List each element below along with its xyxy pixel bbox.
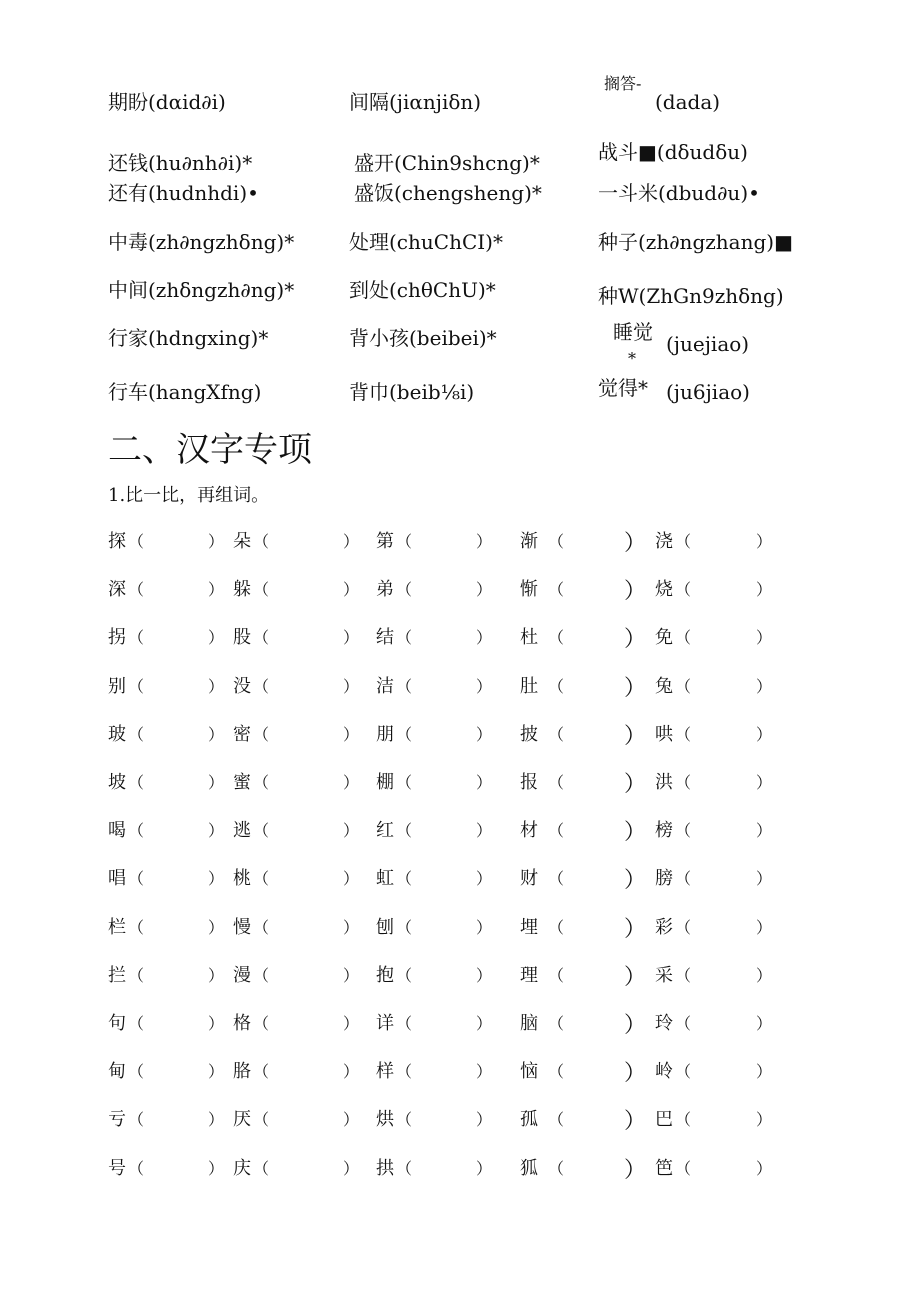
blank-open-paren: （ [675,773,692,792]
blank-close-paren: ） [756,676,773,696]
pinyin-item: 背小孩(beibei)* [349,326,497,350]
pinyin-asterisk: * [628,349,636,368]
blank-close-paren: ） [208,773,225,792]
blank-open-paren: （ [253,869,270,889]
compare-character: 亏 [108,1109,126,1131]
compare-character: 探 [108,531,126,552]
compare-character: 厌 [233,1109,251,1131]
pinyin-item: 背巾(beib⅛i) [349,380,475,404]
section-title: 二、汉字专项 [108,430,312,470]
compare-character: 洁 [376,675,394,697]
blank-open-paren: （ [396,1110,413,1130]
blank-open-paren: （ [675,965,692,985]
compare-character: 朋 [376,723,394,745]
blank-close-paren: ） [624,675,647,701]
compare-character: 逃 [233,820,251,842]
compare-character: 朵 [233,531,251,552]
blank-open-paren: （ [396,965,413,985]
blank-close-paren: ） [343,1062,360,1082]
blank-close-paren: ） [624,1157,647,1183]
blank-close-paren: ） [476,917,493,937]
pinyin-item: (juejiao) [666,332,750,356]
blank-open-paren: （ [548,1062,565,1082]
blank-close-paren: ） [343,1014,360,1033]
blank-close-paren: ） [476,965,493,985]
compare-character: 膀 [655,868,673,890]
blank-close-paren: ） [624,579,647,605]
compare-character: 庆 [233,1157,251,1179]
blank-open-paren: （ [548,1014,565,1033]
blank-open-paren: （ [128,628,145,648]
blank-close-paren: ） [476,724,493,744]
blank-open-paren: （ [675,628,692,648]
pinyin-item: 间隔(jiαnjiδn) [349,90,482,114]
compare-character: 兔 [655,675,673,697]
compare-character: 哄 [655,723,673,745]
blank-open-paren: （ [396,676,413,696]
blank-open-paren: （ [396,821,413,841]
blank-open-paren: （ [128,1014,145,1033]
blank-open-paren: （ [128,1062,145,1082]
blank-close-paren: ） [756,1062,773,1082]
blank-close-paren: ） [476,628,493,648]
compare-character: 刨 [376,916,394,938]
blank-close-paren: ） [208,676,225,696]
pinyin-item: (dada) [655,90,721,114]
blank-close-paren: ） [208,1158,225,1178]
blank-open-paren: （ [548,869,565,889]
blank-close-paren: ） [756,821,773,841]
pinyin-item: 处理(chuChCI)* [349,230,503,254]
compare-character: 躲 [233,579,251,601]
blank-close-paren: ） [208,724,225,744]
blank-open-paren: （ [128,965,145,985]
pinyin-item: (ju6jiao) [666,380,750,404]
blank-open-paren: （ [128,532,145,551]
blank-open-paren: （ [675,1110,692,1130]
blank-open-paren: （ [253,1158,270,1178]
blank-close-paren: ） [756,1110,773,1130]
compare-character: 杜 [520,627,538,649]
compare-character: 拱 [376,1157,394,1179]
blank-open-paren: （ [128,676,145,696]
blank-open-paren: （ [396,628,413,648]
blank-close-paren: ） [756,1158,773,1178]
pinyin-item: 中间(zhδngzh∂ng)* [108,278,295,302]
pinyin-item: 种W(ZhGn9zhδng) [598,284,784,308]
blank-open-paren: （ [675,1062,692,1082]
blank-open-paren: （ [548,917,565,937]
blank-close-paren: ） [624,868,647,894]
blank-open-paren: （ [128,869,145,889]
blank-open-paren: （ [396,580,413,600]
blank-close-paren: ） [476,869,493,889]
blank-close-paren: ） [476,676,493,696]
blank-open-paren: （ [548,1158,565,1178]
pinyin-item: 种子(zh∂ngzhang)■ [598,230,793,254]
pinyin-item: 到处(chθChU)* [349,278,496,302]
compare-character: 孤 [520,1109,538,1131]
compare-character: 财 [520,868,538,890]
pinyin-item: 战斗■(dδudδu) [598,140,748,164]
blank-close-paren: ） [343,917,360,937]
pinyin-item: 盛饭(chengsheng)* [354,181,542,205]
blank-close-paren: ） [343,1110,360,1130]
blank-close-paren: ） [624,964,647,990]
compare-character: 狐 [520,1157,538,1179]
blank-close-paren: ） [624,772,647,797]
pinyin-item: 觉得* [598,376,648,400]
blank-open-paren: （ [548,532,565,551]
blank-open-paren: （ [253,821,270,841]
compare-character: 号 [108,1157,126,1179]
compare-character: 彩 [655,916,673,938]
compare-character: 免 [655,627,673,649]
blank-close-paren: ） [624,1013,647,1038]
blank-open-paren: （ [253,917,270,937]
blank-close-paren: ） [476,821,493,841]
blank-close-paren: ） [208,532,225,551]
blank-close-paren: ） [208,1014,225,1033]
blank-open-paren: （ [548,676,565,696]
compare-character: 栏 [108,916,126,938]
compare-character: 榜 [655,820,673,842]
pinyin-item: 行车(hangXfng) [108,380,262,404]
blank-open-paren: （ [675,532,692,551]
compare-character: 棚 [376,772,394,793]
blank-close-paren: ） [343,869,360,889]
compare-character: 埋 [520,916,538,938]
pinyin-item: 中毒(zh∂ngzhδng)* [108,230,295,254]
pinyin-fragment: 搁答- [604,74,642,93]
blank-close-paren: ） [208,580,225,600]
compare-character: 理 [520,964,538,986]
compare-character: 样 [376,1061,394,1083]
compare-character: 玻 [108,723,126,745]
blank-close-paren: ） [476,580,493,600]
blank-close-paren: ） [343,676,360,696]
blank-close-paren: ） [624,723,647,749]
blank-close-paren: ） [756,965,773,985]
blank-open-paren: （ [396,869,413,889]
blank-close-paren: ） [756,532,773,551]
instruction: 1.比一比，再组词。 [108,485,270,506]
pinyin-item: 盛开(Chin9shcng)* [354,151,540,175]
blank-close-paren: ） [624,820,647,846]
blank-open-paren: （ [675,724,692,744]
blank-open-paren: （ [396,1158,413,1178]
blank-open-paren: （ [396,1062,413,1082]
blank-open-paren: （ [253,724,270,744]
compare-character: 抱 [376,964,394,986]
blank-open-paren: （ [396,532,413,551]
blank-close-paren: ） [476,1158,493,1178]
compare-character: 拦 [108,964,126,986]
blank-open-paren: （ [548,821,565,841]
blank-open-paren: （ [128,917,145,937]
compare-character: 弟 [376,579,394,601]
compare-character: 浇 [655,531,673,552]
compare-character: 甸 [108,1061,126,1083]
pinyin-item: 还有(hudnhdi)• [108,181,259,205]
blank-close-paren: ） [756,580,773,600]
compare-character: 报 [520,772,538,793]
compare-character: 渐 [520,531,538,552]
blank-close-paren: ） [343,965,360,985]
blank-open-paren: （ [675,869,692,889]
blank-open-paren: （ [548,1110,565,1130]
blank-open-paren: （ [675,917,692,937]
blank-close-paren: ） [343,821,360,841]
blank-open-paren: （ [396,917,413,937]
blank-close-paren: ） [208,628,225,648]
compare-character: 坡 [108,772,126,793]
blank-open-paren: （ [548,965,565,985]
blank-close-paren: ） [343,724,360,744]
blank-close-paren: ） [624,1109,647,1135]
compare-character: 巴 [655,1109,673,1131]
blank-open-paren: （ [253,628,270,648]
compare-character: 别 [108,675,126,697]
blank-close-paren: ） [624,627,647,653]
compare-character: 笆 [655,1157,673,1179]
blank-close-paren: ） [343,580,360,600]
compare-character: 没 [233,675,251,697]
blank-close-paren: ） [476,1110,493,1130]
pinyin-item: 行家(hdngxing)* [108,326,269,350]
blank-close-paren: ） [208,1062,225,1082]
blank-open-paren: （ [128,580,145,600]
compare-character: 密 [233,723,251,745]
blank-open-paren: （ [675,580,692,600]
blank-close-paren: ） [476,773,493,792]
blank-open-paren: （ [675,676,692,696]
blank-close-paren: ） [476,1062,493,1082]
blank-open-paren: （ [675,1014,692,1033]
blank-close-paren: ） [343,628,360,648]
blank-close-paren: ） [624,1061,647,1087]
blank-close-paren: ） [208,821,225,841]
compare-character: 蜜 [233,772,251,793]
compare-character: 结 [376,627,394,649]
blank-close-paren: ） [756,628,773,648]
compare-character: 慢 [233,916,251,938]
blank-open-paren: （ [396,773,413,792]
blank-close-paren: ） [756,1014,773,1033]
compare-character: 恼 [520,1061,538,1083]
blank-close-paren: ） [756,869,773,889]
compare-character: 格 [233,1013,251,1034]
blank-close-paren: ） [343,773,360,792]
pinyin-item: 睡觉 [613,320,653,344]
blank-open-paren: （ [128,773,145,792]
blank-open-paren: （ [253,1110,270,1130]
compare-character: 漫 [233,964,251,986]
blank-open-paren: （ [548,773,565,792]
blank-close-paren: ） [624,531,647,556]
blank-close-paren: ） [208,917,225,937]
compare-character: 第 [376,531,394,552]
compare-character: 详 [376,1013,394,1034]
blank-open-paren: （ [396,1014,413,1033]
compare-character: 烧 [655,579,673,601]
compare-character: 拐 [108,627,126,649]
compare-character: 肚 [520,675,538,697]
compare-character: 岭 [655,1061,673,1083]
compare-character: 股 [233,627,251,649]
pinyin-item: 期盼(dαid∂i) [108,90,226,114]
blank-open-paren: （ [548,580,565,600]
blank-close-paren: ） [476,532,493,551]
compare-character: 虹 [376,868,394,890]
blank-close-paren: ） [756,917,773,937]
compare-character: 玲 [655,1013,673,1034]
compare-character: 红 [376,820,394,842]
blank-close-paren: ） [208,965,225,985]
blank-open-paren: （ [253,965,270,985]
blank-close-paren: ） [756,724,773,744]
blank-open-paren: （ [675,821,692,841]
blank-close-paren: ） [343,1158,360,1178]
blank-open-paren: （ [253,1014,270,1033]
pinyin-item: 一斗米(dbud∂u)• [598,181,760,205]
compare-character: 唱 [108,868,126,890]
compare-character: 披 [520,723,538,745]
pinyin-item: 还钱(hu∂nh∂i)* [108,151,253,175]
compare-character: 桃 [233,868,251,890]
blank-open-paren: （ [128,724,145,744]
compare-character: 脑 [520,1013,538,1034]
compare-character: 材 [520,820,538,842]
blank-close-paren: ） [756,773,773,792]
blank-open-paren: （ [548,628,565,648]
blank-close-paren: ） [343,532,360,551]
blank-open-paren: （ [253,676,270,696]
compare-character: 洪 [655,772,673,793]
compare-character: 句 [108,1013,126,1034]
blank-open-paren: （ [253,773,270,792]
blank-open-paren: （ [128,1158,145,1178]
blank-open-paren: （ [253,532,270,551]
blank-open-paren: （ [253,1062,270,1082]
compare-character: 惭 [520,579,538,601]
blank-open-paren: （ [253,580,270,600]
compare-character: 胳 [233,1061,251,1083]
compare-character: 深 [108,579,126,601]
compare-character: 喝 [108,820,126,842]
blank-open-paren: （ [548,724,565,744]
blank-close-paren: ） [476,1014,493,1033]
blank-open-paren: （ [675,1158,692,1178]
blank-open-paren: （ [128,1110,145,1130]
compare-character: 烘 [376,1109,394,1131]
blank-close-paren: ） [208,869,225,889]
blank-open-paren: （ [396,724,413,744]
blank-close-paren: ） [624,916,647,942]
blank-close-paren: ） [208,1110,225,1130]
compare-character: 采 [655,964,673,986]
blank-open-paren: （ [128,821,145,841]
